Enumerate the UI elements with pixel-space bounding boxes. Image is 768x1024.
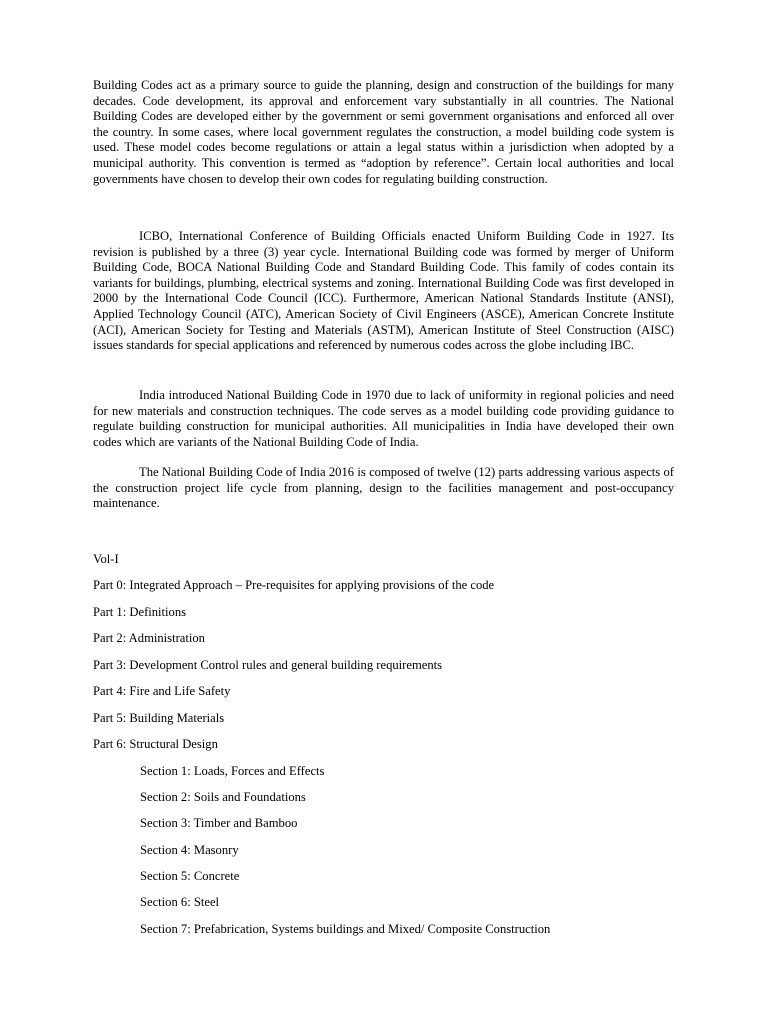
section-item: Section 5: Concrete: [140, 869, 240, 883]
section-item: Section 1: Loads, Forces and Effects: [140, 764, 325, 778]
paragraph-building-codes-intro: Building Codes act as a primary source to guide the planning, design and construction of the buildings for many decades. Code development, its approval and enforcement vary substantially in all countries. The National Building Codes are developed either by the government or semi government organisations and enforced all over the country. In some cases, where local government regulates the construction, a model building code system is used. These model codes become regulations or attain a legal status within a jurisdiction when adopted by a municipal authority. This convention is termed as “adoption by reference”. Certain local authorities and local governments have chosen to develop their own codes for regulating building construction.: [93, 78, 674, 186]
part-item: Part 3: Development Control rules and general building requirements: [93, 658, 443, 672]
section-item: Section 7: Prefabrication, Systems buildings and Mixed/ Composite Construction: [140, 922, 551, 936]
paragraph-icbo-history: ICBO, International Conference of Building Officials enacted Uniform Building Code in 1927. Its revision is published by a three (3) year cycle. International Building code was formed by merger of Uniform Building Code, BOCA National Building Code and Standard Building Code. This family of codes contain its variants for buildings, plumbing, electrical systems and zoning. International Building Code was first developed in 2000 by the International Code Council (ICC). Furthermore, American National Standards Institute (ANSI), Applied Technology Council (ATC), American Society of Civil Engineers (ASCE), American Concrete Institute (ACI), American Society for Testing and Materials (ASTM), American Institute of Steel Construction (AISC) issues standards for special applications and referenced by numerous codes across the globe including IBC.: [93, 229, 674, 353]
section-item: Section 6: Steel: [140, 895, 220, 909]
part-item: Part 6: Structural Design: [93, 737, 218, 751]
section-item: Section 4: Masonry: [140, 843, 239, 857]
section-item: Section 3: Timber and Bamboo: [140, 816, 298, 830]
part-item: Part 5: Building Materials: [93, 711, 225, 725]
part-item: Part 0: Integrated Approach – Pre-requisites for applying provisions of the code: [93, 578, 495, 592]
part-item: Part 2: Administration: [93, 631, 205, 645]
paragraph-nbc-2016: The National Building Code of India 2016 is composed of twelve (12) parts addressing various aspects of the construction project life cycle from planning, design to the facilities management and post-occupancy maintenance.: [93, 465, 674, 511]
section-item: Section 2: Soils and Foundations: [140, 790, 306, 804]
volume-heading: Vol-I: [93, 552, 119, 566]
paragraph-india-nbc: India introduced National Building Code in 1970 due to lack of uniformity in regional policies and need for new materials and construction techniques. The code serves as a model building code providing guidance to regulate building construction for municipal authorities. All municipalities in India have developed their own codes which are variants of the National Building Code of India.: [93, 388, 674, 449]
part-item: Part 1: Definitions: [93, 605, 187, 619]
part-item: Part 4: Fire and Life Safety: [93, 684, 231, 698]
